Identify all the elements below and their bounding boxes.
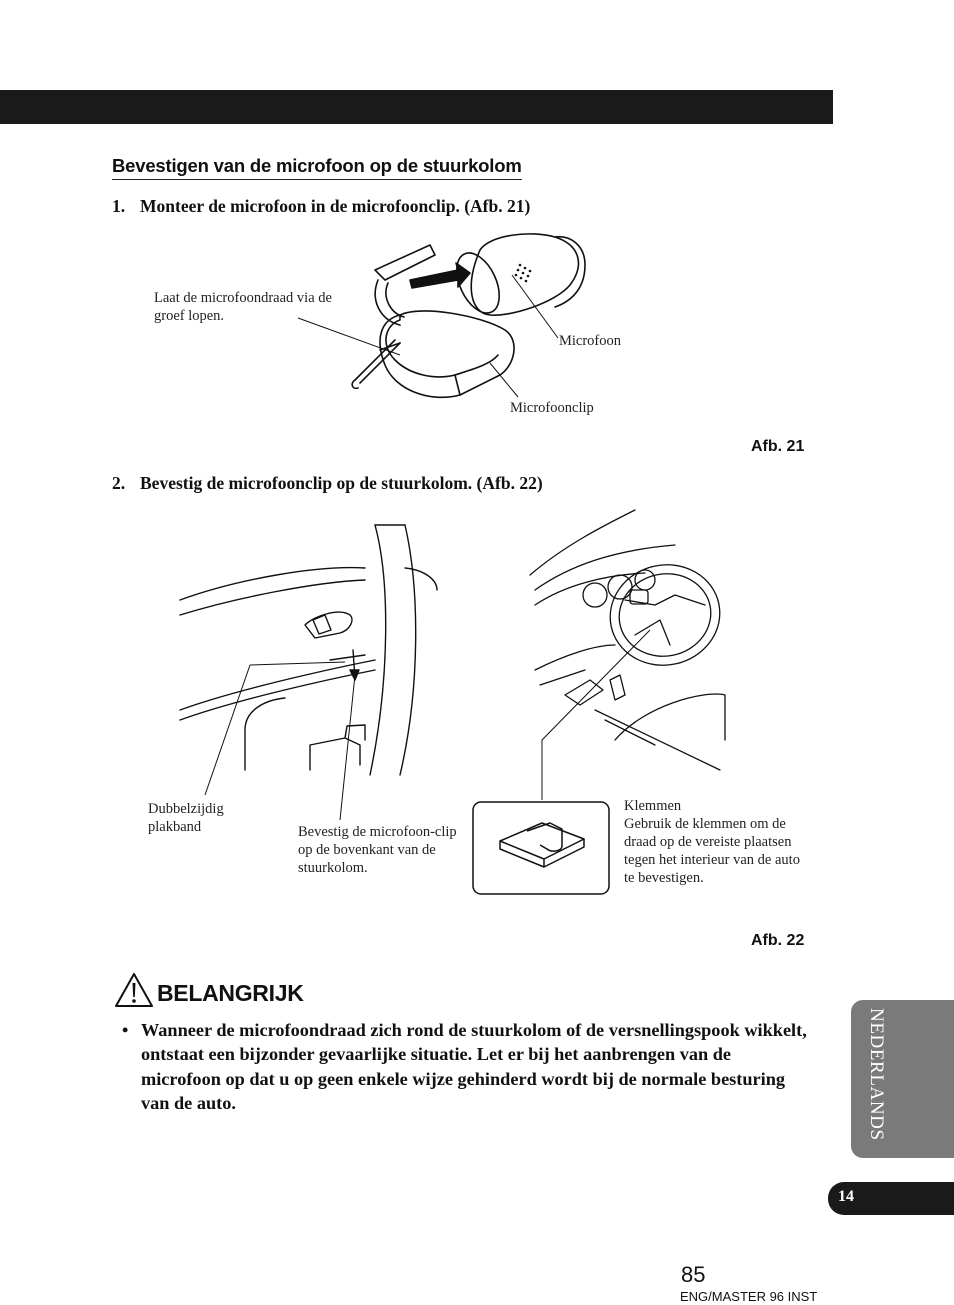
callout-attach-top: Bevestig de microfoon-clip op de bovenkant van de stuurkolom. bbox=[298, 824, 457, 876]
warning-title: BELANGRIJK bbox=[157, 980, 304, 1006]
section-page-number: 14 bbox=[838, 1188, 854, 1205]
callout-tape: Dubbelzijdig plakband bbox=[148, 801, 224, 835]
callout-clamps-title: Klemmen bbox=[624, 798, 682, 814]
step-1 bbox=[112, 196, 530, 217]
page-number: 85 bbox=[681, 1262, 706, 1287]
figure-21-leaders bbox=[290, 255, 570, 415]
step-2 bbox=[112, 473, 543, 494]
warning-text: Wanneer de microfoondraad zich rond de stuurkolom of de versnellingspook wikkelt, ontstaat een bijzonder gevaarlijke situatie. Let er bij het aanbrengen van de microfoon op dat u op geen enkele wijze gehinderd wordt bij de normale besturing van de auto. bbox=[141, 1020, 807, 1113]
section-title: Bevestigen van de microfoon op de stuurkolom bbox=[112, 155, 522, 180]
callout-microphone: Microfoon bbox=[559, 333, 622, 349]
callout-groove: Laat de microfoondraad via de groef lopen. bbox=[154, 290, 332, 324]
step-1-number: 1. bbox=[112, 196, 126, 216]
language-tab-label: NEDERLANDS bbox=[866, 1008, 887, 1141]
footer-code: ENG/MASTER 96 INST bbox=[680, 1289, 818, 1304]
step-1-text: Monteer de microfoon in de microfoonclip. (Afb. 21) bbox=[140, 196, 531, 216]
callout-mic-clip: Microfoonclip bbox=[510, 400, 594, 416]
warning-bullet: • bbox=[122, 1020, 129, 1040]
figure-22-leaders bbox=[190, 610, 670, 830]
clamp-inset bbox=[472, 801, 610, 895]
figure-21-label: Afb. 21 bbox=[751, 438, 805, 455]
callout-clamps-text: Gebruik de klemmen om de draad op de vereiste plaatsen tegen het interieur van de auto te bevestigen. bbox=[624, 816, 800, 886]
figure-22-label: Afb. 22 bbox=[751, 932, 805, 949]
header-bar bbox=[0, 90, 833, 124]
step-2-text: Bevestig de microfoonclip op de stuurkolom. (Afb. 22) bbox=[140, 473, 543, 493]
step-2-number: 2. bbox=[112, 473, 126, 493]
section-page-tab bbox=[828, 1182, 954, 1215]
callout-clamps bbox=[624, 797, 800, 887]
warning-icon bbox=[114, 972, 154, 1008]
